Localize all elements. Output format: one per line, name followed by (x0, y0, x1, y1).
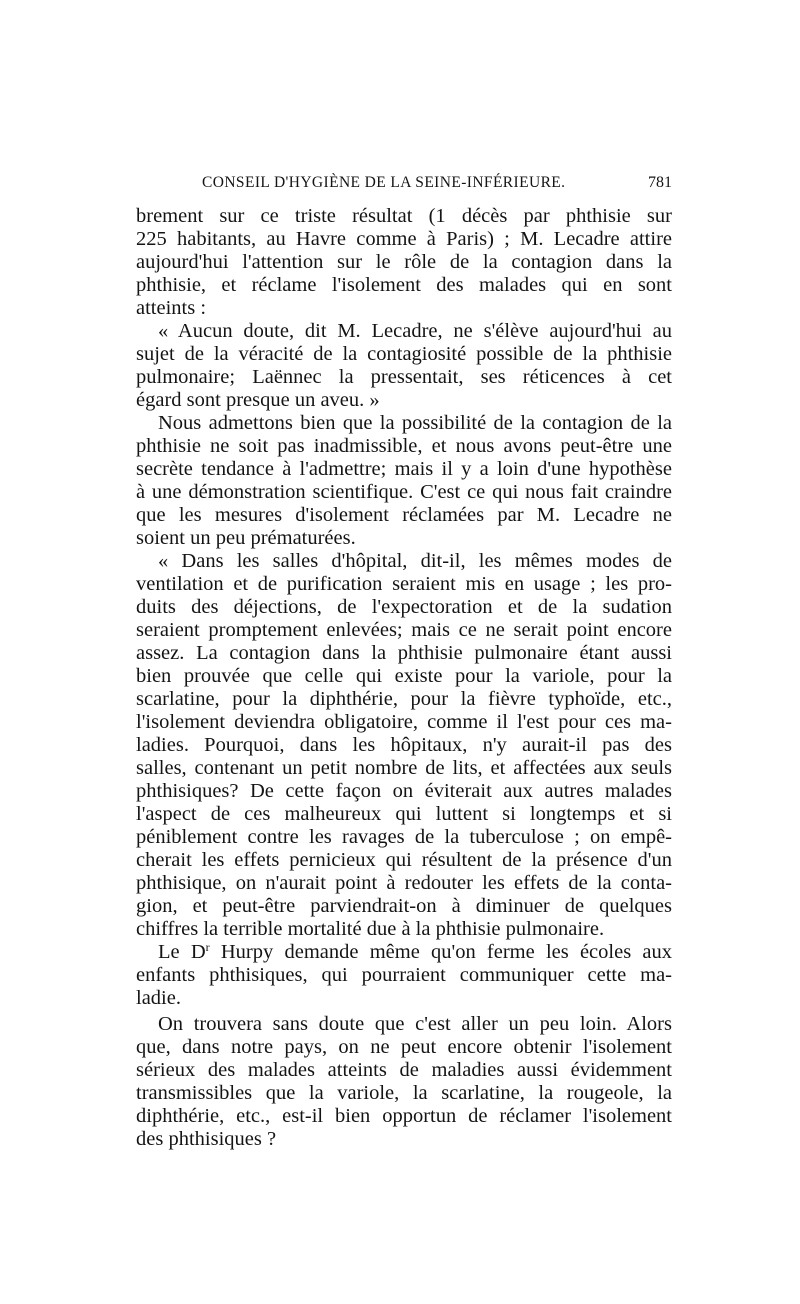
page-header (136, 174, 672, 198)
doctor-abbrev-superscript: r (205, 940, 210, 954)
text-line: soient un peu prématurées. (136, 527, 356, 549)
text-line: transmissibles que la variole, la scarlatine, la rougeole, la (136, 1082, 672, 1104)
text-line: aujourd'hui l'attention sur le rôle de la contagion dans la (136, 251, 672, 273)
text-line: sérieux des malades atteints de maladies aussi évidemment (136, 1059, 672, 1081)
text-line: gion, et peut-être parviendrait-on à diminuer de quelques (136, 895, 672, 917)
text-line: Nous admettons bien que la possibilité de la contagion de la (158, 412, 672, 434)
running-title: CONSEIL D'HYGIÈNE DE LA SEINE-INFÉRIEURE. (202, 174, 566, 191)
text-line: égard sont presque un aveu. » (136, 389, 380, 411)
text-line: chiffres la terrible mortalité due à la phthisie pulmonaire. (136, 918, 605, 940)
text-line: phthisie ne soit pas inadmissible, et nous avons peut-être une (136, 435, 672, 457)
text-line: phthisique, on n'aurait point à redouter les effets de la conta- (136, 872, 672, 894)
text-line: 225 habitants, au Havre comme à Paris) ; M. Lecadre attire (136, 228, 672, 250)
text-line: scarlatine, pour la diphthérie, pour la fièvre typhoïde, etc., (136, 688, 672, 710)
text-line: à une démonstration scientifique. C'est ce qui nous fait craindre (136, 481, 672, 503)
hurpy-line-start: Le D (158, 941, 206, 963)
text-line: duits des déjections, de l'expectoration et de la sudation (136, 596, 672, 618)
text-line: des phthisiques ? (136, 1128, 277, 1150)
page-number: 781 (648, 174, 672, 191)
text-line: secrète tendance à l'admettre; mais il y a loin d'une hypothèse (136, 458, 672, 480)
text-line-hurpy (158, 940, 672, 964)
text-line: ladies. Pourquoi, dans les hôpitaux, n'y aurait-il pas des (136, 734, 672, 756)
text-line: enfants phthisiques, qui pourraient communiquer cette ma- (136, 964, 672, 986)
text-line: sujet de la véracité de la contagiosité possible de la phthisie (136, 343, 672, 365)
text-line: bien prouvée que celle qui existe pour la variole, pour la (136, 665, 672, 687)
text-line: que, dans notre pays, on ne peut encore obtenir l'isolement (136, 1036, 672, 1058)
text-line: assez. La contagion dans la phthisie pulmonaire étant aussi (136, 642, 672, 664)
text-line: l'isolement deviendra obligatoire, comme il l'est pour ces ma- (136, 711, 672, 733)
text-line: salles, contenant un petit nombre de lits, et affectées aux seuls (136, 757, 672, 779)
text-line: que les mesures d'isolement réclamées par M. Lecadre ne (136, 504, 672, 526)
text-line: phthisie, et réclame l'isolement des malades qui en sont (136, 274, 672, 296)
text-line: atteints : (136, 297, 207, 319)
text-line: brement sur ce triste résultat (1 décès par phthisie sur (136, 205, 672, 227)
text-line: « Dans les salles d'hôpital, dit-il, les mêmes modes de (158, 550, 672, 572)
text-line: ladie. (136, 987, 181, 1009)
text-line: pulmonaire; Laënnec la pressentait, ses réticences à cet (136, 366, 672, 388)
text-line: cherait les effets pernicieux qui résultent de la présence d'un (136, 849, 672, 871)
hurpy-line-end: Hurpy demande même qu'on ferme les écoles aux (209, 941, 672, 963)
text-line: seraient promptement enlevées; mais ce ne serait point encore (136, 619, 672, 641)
text-line: l'aspect de ces malheureux qui luttent si longtemps et si (136, 803, 672, 825)
text-line: On trouvera sans doute que c'est aller un peu loin. Alors (158, 1013, 672, 1035)
text-line: phthisiques? De cette façon on éviterait aux autres malades (136, 780, 672, 802)
text-line: diphthérie, etc., est-il bien opportun de réclamer l'isolement (136, 1105, 672, 1127)
text-line: péniblement contre les ravages de la tuberculose ; on empê- (136, 826, 672, 848)
text-line: ventilation et de purification seraient mis en usage ; les pro- (136, 573, 672, 595)
text-line: « Aucun doute, dit M. Lecadre, ne s'élève aujourd'hui au (158, 320, 672, 342)
